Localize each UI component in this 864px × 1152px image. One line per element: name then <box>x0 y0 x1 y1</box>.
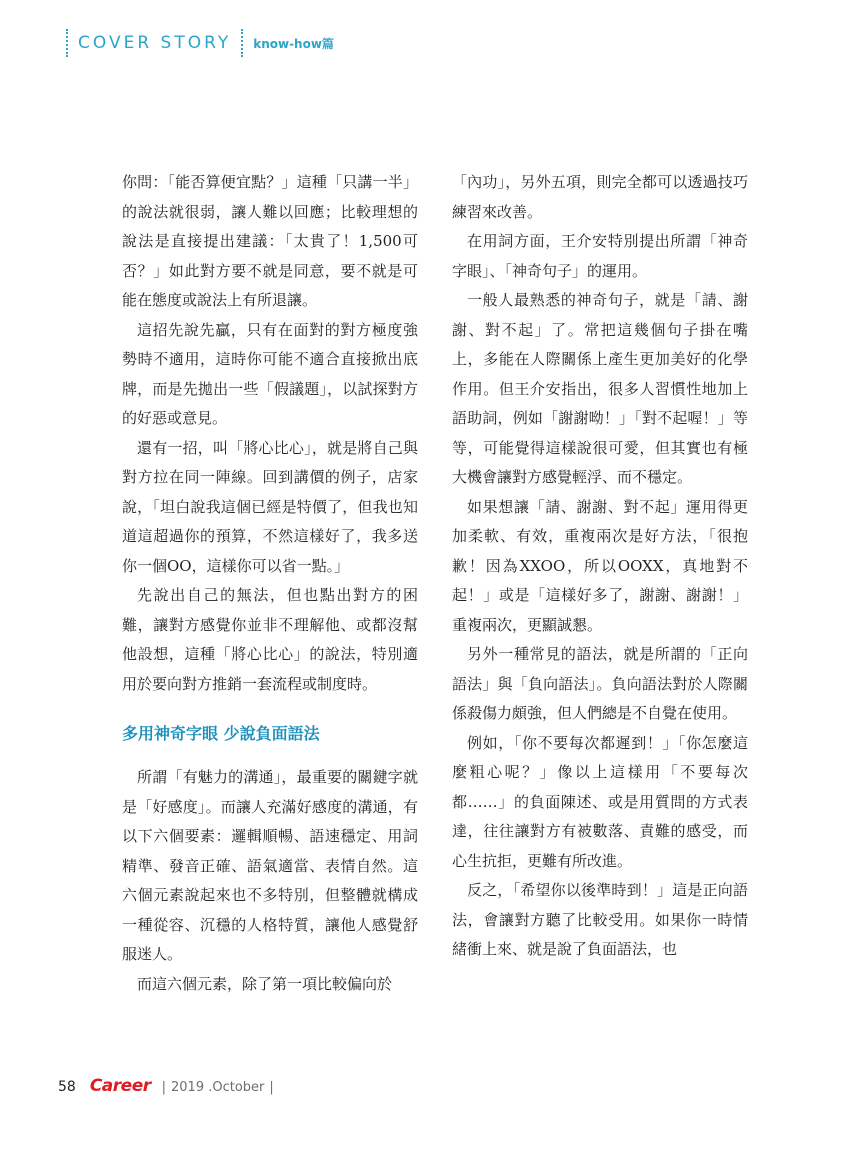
right-column <box>452 168 748 965</box>
paragraph: 「內功」，另外五項，則完全都可以透過技巧練習來改善。 <box>452 173 748 221</box>
paragraph: 如果想讓「請、謝謝、對不起」運用得更加柔軟、有效，重複兩次是好方法，「很抱歉！因為XXOO，所以OOXX，真地對不起！」或是「這樣好多了，謝謝、謝謝！」重複兩次，更顯誠懇。 <box>452 497 748 634</box>
paragraph: 所謂「有魅力的溝通」，最重要的關鍵字就是「好感度」。而讓人充滿好感度的溝通，有以下六個要素：邏輯順暢、語速穩定、用詞精準、發音正確、語氣適當、表情自然。這六個元素說起來也不多特別，但整體就構成一種從容、沉穩的人格特質，讓他人感覺舒服迷人。 <box>122 768 418 963</box>
paragraph: 另外一種常見的語法，就是所謂的「正向語法」與「負向語法」。負向語法對於人際關係殺傷力頗強，但人們總是不自覺在使用。 <box>452 645 748 722</box>
section-heading: 多用神奇字眼 少說負面語法 <box>122 724 320 743</box>
paragraph: 例如，「你不要每次都遲到！」「你怎麼這麼粗心呢？」像以上這樣用「不要每次都……」的負面陳述、或是用質問的方式表達，往往讓對方有被數落、責難的感受，而心生抗拒，更難有所改進。 <box>452 733 748 870</box>
paragraph: 這招先說先贏，只有在面對的對方極度強勢時不適用，這時你可能不適合直接掀出底牌，而是先拋出一些「假議題」，以試探對方的好惡或意見。 <box>122 320 418 427</box>
header-left-divider <box>66 29 68 57</box>
left-column <box>122 168 418 999</box>
paragraph: 而這六個元素，除了第一項比較偏向於 <box>137 974 393 993</box>
paragraph: 你問：「能否算便宜點？」這種「只講一半」的說法就很弱，讓人難以回應；比較理想的說法是直接提出建議：「太貴了！1,500可否？」如此對方要不就是同意，要不就是可能在態度或說法上有所退讓。 <box>122 173 418 309</box>
page-header <box>66 28 334 58</box>
footer-separator: | <box>161 1080 166 1095</box>
paragraph: 一般人最熟悉的神奇句子，就是「請、謝謝、對不起」了。常把這幾個句子掛在嘴上，多能在人際關係上產生更加美好的化學作用。但王介安指出，很多人習慣性地加上語助詞，例如「謝謝呦！」「對不起喔！」等等，可能覺得這樣說很可愛，但其實也有極大機會讓對方感覺輕浮、而不穩定。 <box>452 291 748 486</box>
header-subsection: know-how篇 <box>253 36 334 51</box>
header-section-title: COVER STORY <box>78 33 232 53</box>
issue-date: 2019 .October <box>171 1080 265 1095</box>
header-right-divider <box>241 29 243 57</box>
paragraph: 反之，「希望你以後準時到！」這是正向語法，會讓對方聽了比較受用。如果你一時情緒衝上來、就是說了負面語法，也 <box>452 881 748 958</box>
page-number: 58 <box>58 1079 76 1095</box>
footer-separator: | <box>269 1080 274 1095</box>
magazine-logo: Career <box>89 1076 151 1096</box>
paragraph: 在用詞方面，王介安特別提出所謂「神奇字眼」、「神奇句子」的運用。 <box>452 232 748 280</box>
paragraph: 先說出自己的無法，但也點出對方的困難，讓對方感覺你並非不理解他、或都沒幫他設想，這種「將心比心」的說法，特別適用於要向對方推銷一套流程或制度時。 <box>122 586 418 693</box>
paragraph: 還有一招，叫「將心比心」，就是將自己與對方拉在同一陣線。回到講價的例子，店家說，「坦白說我這個已經是特價了，但我也知道這超過你的預算，不然這樣好了，我多送你一個OO，這樣你可以省一點。」 <box>122 438 418 575</box>
page-footer <box>58 1076 279 1096</box>
